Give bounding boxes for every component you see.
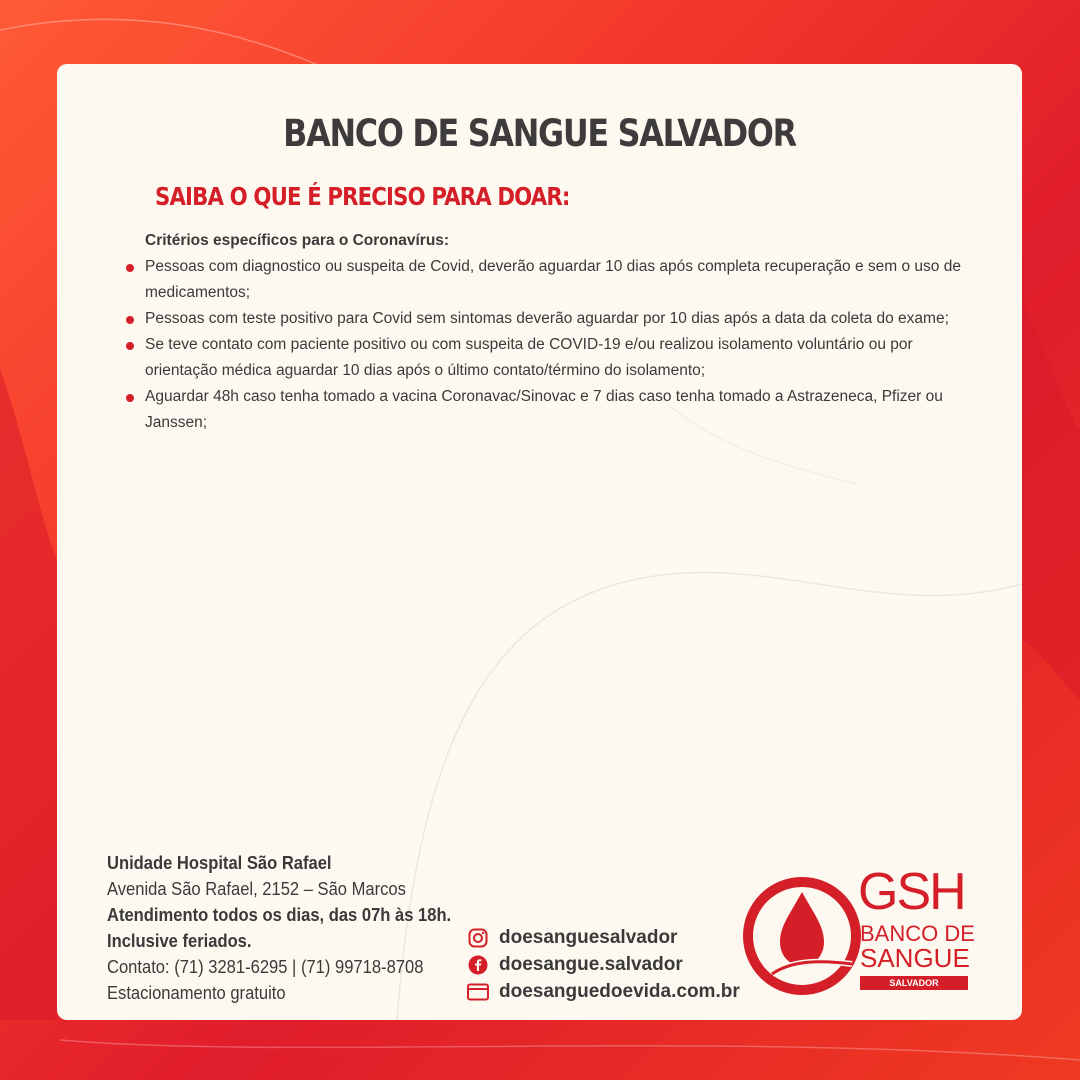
list-item-text: Se teve contato com paciente positivo ou com suspeita de COVID-19 e/ou realizou isolamento voluntário ou por orientação médica aguardar 10 dias após o último contato/término do isolamento;	[145, 336, 913, 379]
logo-name: GSH	[858, 863, 965, 921]
content-card	[57, 64, 1022, 1020]
logo-line1: BANCO DE	[860, 921, 975, 946]
page-title: BANCO DE SANGUE SALVADOR	[283, 112, 796, 155]
logo-line2: SANGUE	[860, 943, 970, 973]
instagram-handle: doesanguesalvador	[499, 927, 678, 948]
instagram-icon	[467, 927, 489, 949]
logo-line3: SALVADOR	[860, 976, 968, 990]
instagram-link[interactable]	[467, 924, 740, 951]
criteria-heading: Critérios específicos para o Coronavírus:	[145, 232, 450, 249]
browser-icon	[467, 981, 489, 1003]
list-item-text: Aguardar 48h caso tenha tomado a vacina Coronavac/Sinovac e 7 dias caso tenha tomado a Astrazeneca, Pfizer ou Janssen;	[145, 388, 943, 431]
list-item	[145, 384, 965, 436]
bullet-icon	[126, 342, 134, 350]
facebook-link[interactable]	[467, 951, 740, 978]
social-links	[467, 924, 740, 1005]
list-item	[145, 332, 965, 384]
opening-hours: Atendimento todos os dias, das 07h às 18h.	[107, 905, 452, 925]
bullet-icon	[126, 264, 134, 272]
list-item-text: Pessoas com diagnostico ou suspeita de Covid, deverão aguardar 10 dias após completa recuperação e sem o uso de medicamentos;	[145, 258, 961, 301]
unit-address: Avenida São Rafael, 2152 – São Marcos	[107, 879, 406, 899]
bullet-icon	[126, 394, 134, 402]
gsh-logo	[742, 864, 982, 1004]
website-url: doesanguedoevida.com.br	[499, 981, 740, 1002]
criteria-section	[145, 228, 965, 436]
website-link[interactable]	[467, 978, 740, 1005]
list-item	[145, 306, 965, 332]
section-subtitle: SAIBA O QUE É PRECISO PARA DOAR:	[155, 182, 570, 211]
bullet-icon	[126, 316, 134, 324]
list-item-text: Pessoas com teste positivo para Covid sem sintomas deverão aguardar por 10 dias após a data da coleta do exame;	[145, 310, 949, 327]
facebook-handle: doesangue.salvador	[499, 954, 683, 975]
facebook-icon	[467, 954, 489, 976]
address-block	[107, 850, 481, 1006]
unit-name: Unidade Hospital São Rafael	[107, 853, 332, 873]
list-item	[145, 254, 965, 306]
holidays-note: Inclusive feriados.	[107, 931, 252, 951]
contact-phones: Contato: (71) 3281-6295 | (71) 99718-8708	[107, 957, 424, 977]
parking-note: Estacionamento gratuito	[107, 983, 286, 1003]
criteria-list	[145, 254, 965, 436]
